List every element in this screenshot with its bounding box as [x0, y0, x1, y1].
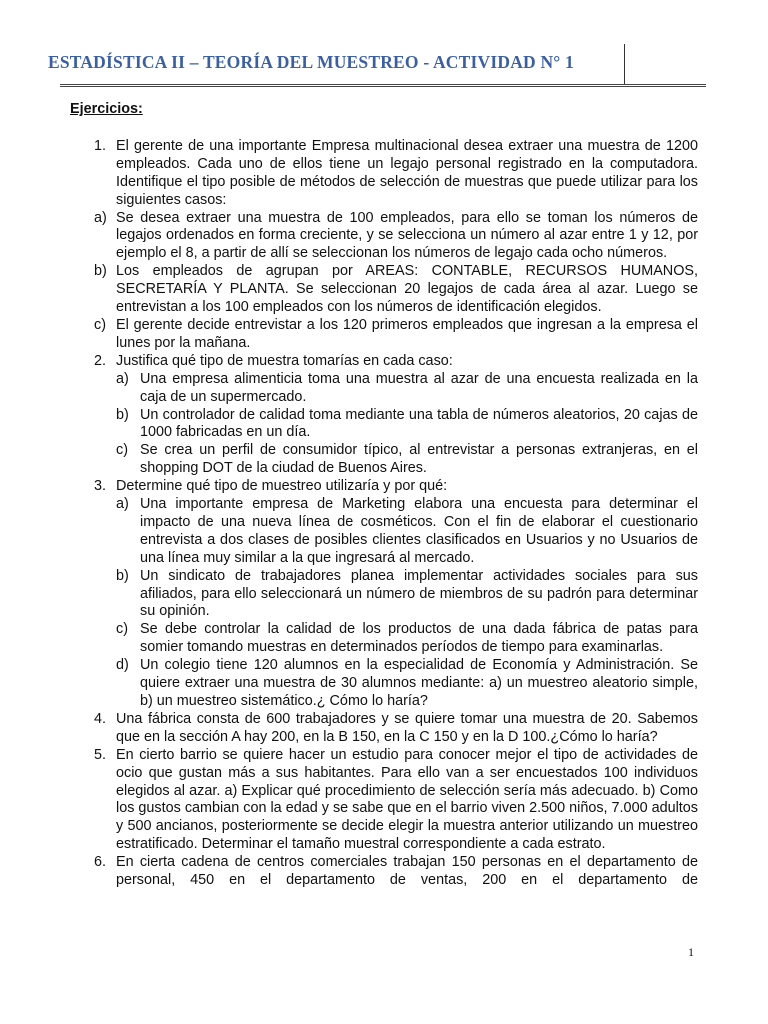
exercise-3	[70, 478, 698, 496]
page-number: 1	[688, 945, 694, 959]
subitem-letter: c)	[116, 442, 128, 459]
exercise-number: 6.	[94, 854, 107, 871]
exercise-3-d	[70, 657, 698, 711]
exercise-4	[70, 711, 698, 747]
exercise-3-b	[70, 568, 698, 622]
subitem-letter: c)	[94, 316, 106, 333]
subitem-text: Se debe controlar la calidad de los productos de una dada fábrica de patas para somier tomando muestras en determinados períodos de tiempo para examinarlas.	[140, 621, 698, 656]
exercise-list	[70, 138, 698, 890]
page-header	[0, 0, 768, 90]
document-title: ESTADÍSTICA II – TEORÍA DEL MUESTREO - ACTIVIDAD N° 1	[47, 52, 575, 72]
subitem-text: Un controlador de calidad toma mediante una tabla de números aleatorios, 20 cajas de 1000 fabricadas en un día.	[140, 406, 698, 441]
subitem-text: Se crea un perfil de consumidor típico, al entrevistar a personas extranjeras, en el shopping DOT de la ciudad de Buenos Aires.	[140, 442, 698, 477]
subitem-letter: d)	[116, 657, 129, 674]
subitem-letter: c)	[116, 621, 128, 638]
exercise-number: 5.	[94, 746, 107, 763]
exercise-text: Justifica qué tipo de muestra tomarías en cada caso:	[116, 352, 453, 369]
document-body	[70, 101, 698, 890]
header-horizontal-rule	[60, 84, 706, 87]
exercise-text: El gerente de una importante Empresa multinacional desea extraer una muestra de 1200 empleados. Cada uno de ellos tiene un legajo personal registrado en la computadora. Identifique el tipo posible de métodos de selección de muestras que puede utilizar para los siguientes casos:	[116, 137, 698, 208]
exercise-text: En cierto barrio se quiere hacer un estudio para conocer mejor el tipo de actividades de ocio que gustan más a sus habitantes. Para ello van a ser encuestados 100 individuos elegidos al azar. a) Explicar qué procedimiento de selección sería más adecuado. b) Como los gustos cambian con la edad y se sabe que en el barrio viven 2.500 niños, 7.000 adultos y 500 ancianos, posteriormente se decide elegir la muestra anterior utilizando un muestreo estratificado. Determinar el tamaño muestral correspondiente a cada estrato.	[116, 746, 698, 853]
exercise-5	[70, 747, 698, 854]
exercise-2	[70, 353, 698, 371]
exercise-number: 1.	[94, 137, 107, 154]
header-vertical-rule	[624, 44, 625, 84]
exercise-6	[70, 854, 698, 890]
exercise-1-b	[70, 263, 698, 317]
subitem-letter: a)	[116, 496, 129, 513]
subitem-text: Una empresa alimenticia toma una muestra al azar de una encuesta realizada en la caja de un supermercado.	[140, 370, 698, 405]
exercise-1-c	[70, 317, 698, 353]
exercise-number: 3.	[94, 478, 107, 495]
subitem-letter: b)	[116, 567, 129, 584]
subitem-letter: a)	[116, 370, 129, 387]
subitem-text: Una importante empresa de Marketing elabora una encuesta para determinar el impacto de una nueva línea de cosméticos. Con el fin de elaborar el cuestionario entrevista a dos clases de posibles clientes clasificados en Usuarios y no Usuarios de una línea muy similar a la que ingresará al mercado.	[140, 496, 698, 566]
exercise-3-a	[70, 496, 698, 568]
subitem-text: Un colegio tiene 120 alumnos en la especialidad de Economía y Administración. Se quiere extraer una muestra de 30 alumnos mediante: a) un muestreo aleatorio simple, b) un muestreo sistemático.¿ Cómo lo haría?	[140, 657, 698, 709]
subitem-letter: b)	[116, 406, 129, 423]
subitem-text: Se desea extraer una muestra de 100 empleados, para ello se toman los números de legajos ordenados en forma creciente, y se selecciona un número al azar entre 1 y 12, por ejemplo el 8, a partir de allí se seleccionan los números de legajo cada ocho números.	[116, 209, 698, 262]
exercise-2-b	[70, 407, 698, 443]
subitem-text: El gerente decide entrevistar a los 120 primeros empleados que ingresan a la empresa el lunes por la mañana.	[116, 316, 698, 351]
section-heading: Ejercicios:	[70, 101, 143, 117]
exercise-text: Una fábrica consta de 600 trabajadores y se quiere tomar una muestra de 20. Sabemos que en la sección A hay 200, en la B 150, en la C 150 y en la D 100.¿Cómo lo haría?	[116, 710, 698, 745]
exercise-3-c	[70, 621, 698, 657]
exercise-2-a	[70, 371, 698, 407]
exercise-text: En cierta cadena de centros comerciales trabajan 150 personas en el departamento de personal, 450 en el departamento de ventas, 200 en el departamento de	[116, 854, 698, 889]
exercise-number: 2.	[94, 352, 107, 369]
exercise-1-a	[70, 210, 698, 264]
subitem-letter: b)	[94, 263, 107, 280]
exercise-2-c	[70, 442, 698, 478]
exercise-1	[70, 138, 698, 210]
subitem-text: Un sindicato de trabajadores planea implementar actividades sociales para sus afiliados, para ello seleccionará un número de miembros de su padrón para determinar su opinión.	[140, 567, 698, 620]
subitem-letter: a)	[94, 209, 107, 226]
exercise-number: 4.	[94, 710, 107, 727]
subitem-text: Los empleados de agrupan por AREAS: CONTABLE, RECURSOS HUMANOS, SECRETARÍA Y PLANTA. Se seleccionan 20 legajos de cada área al azar. Luego se entrevistan a los 100 empleados con los números de identificación elegidos.	[116, 263, 698, 316]
exercise-text: Determine qué tipo de muestreo utilizaría y por qué:	[116, 478, 448, 495]
